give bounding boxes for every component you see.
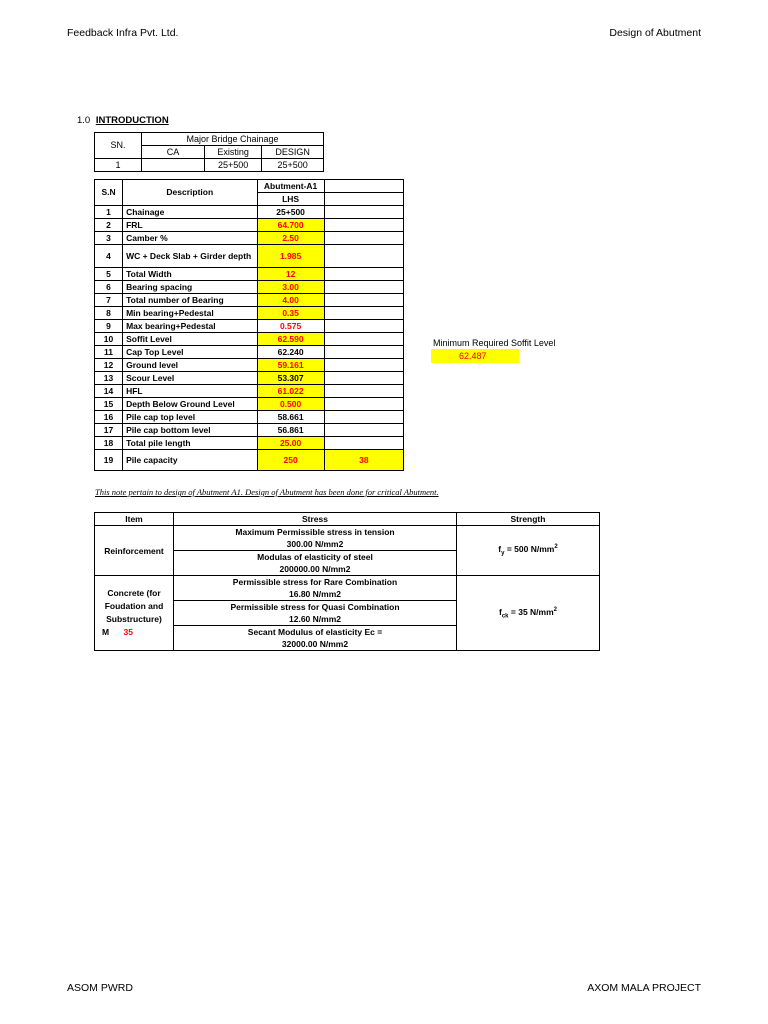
params-row <box>95 359 404 372</box>
params-abutment-header: Abutment-A1 <box>257 180 324 193</box>
params-desc: Pile cap bottom level <box>123 424 257 437</box>
min-soffit-value: 62.487 <box>431 349 519 363</box>
fy-symbol: f <box>498 544 502 555</box>
params-row <box>95 437 404 450</box>
document-title: Design of Abutment <box>609 27 701 39</box>
params-value: 12 <box>257 268 324 281</box>
params-row <box>95 307 404 320</box>
concrete-line-1: Permissible stress for Rare Combination <box>232 577 398 587</box>
fy-superscript: 2 <box>554 544 558 551</box>
params-value: 1.985 <box>257 245 324 268</box>
col-ca: CA <box>142 146 205 159</box>
params-sn: 9 <box>95 320 123 333</box>
params-value: 4.00 <box>257 294 324 307</box>
col-design: DESIGN <box>262 146 324 159</box>
row-ca <box>142 159 205 172</box>
company-name: Feedback Infra Pvt. Ltd. <box>67 27 179 39</box>
params-value: 0.35 <box>257 307 324 320</box>
params-row <box>95 281 404 294</box>
params-extra <box>324 268 403 281</box>
row-existing: 25+500 <box>205 159 262 172</box>
concrete-item-line-2: Foudation and <box>104 601 164 611</box>
params-row <box>95 372 404 385</box>
params-desc: Scour Level <box>123 372 257 385</box>
row-sn: 1 <box>95 159 142 172</box>
strength-header: Strength <box>457 513 600 526</box>
concrete-item-line-1: Concrete (for <box>107 588 161 598</box>
chainage-table <box>94 132 324 172</box>
params-desc: Depth Below Ground Level <box>123 398 257 411</box>
params-extra <box>324 359 403 372</box>
params-extra <box>324 398 403 411</box>
fck-value: = 35 N/mm <box>508 606 554 617</box>
reinforcement-line-2: 300.00 N/mm2 <box>286 539 344 549</box>
min-soffit-label: Minimum Required Soffit Level <box>433 338 556 348</box>
params-desc: WC + Deck Slab + Girder depth <box>123 245 257 268</box>
fck-superscript: 2 <box>553 606 557 613</box>
params-value: 250 <box>257 450 324 471</box>
concrete-line-6: 32000.00 N/mm2 <box>281 639 349 649</box>
reinforcement-stress-2 <box>174 551 457 576</box>
params-desc: FRL <box>123 219 257 232</box>
params-desc-header: Description <box>123 180 257 206</box>
params-desc: Camber % <box>123 232 257 245</box>
params-extra <box>324 307 403 320</box>
params-value: 0.575 <box>257 320 324 333</box>
params-row <box>95 385 404 398</box>
params-sn: 6 <box>95 281 123 294</box>
params-blank-cell <box>324 193 403 206</box>
params-row <box>95 411 404 424</box>
params-sn-header: S.N <box>95 180 123 206</box>
chainage-group-header: Major Bridge Chainage <box>142 133 324 146</box>
params-desc: Total number of Bearing <box>123 294 257 307</box>
fy-subscript: y <box>501 550 505 557</box>
params-row <box>95 294 404 307</box>
params-extra <box>324 219 403 232</box>
params-sn: 1 <box>95 206 123 219</box>
params-extra <box>324 372 403 385</box>
params-extra <box>324 333 403 346</box>
params-desc: Soffit Level <box>123 333 257 346</box>
fck-subscript: ck <box>501 613 509 620</box>
params-side-header: LHS <box>257 193 324 206</box>
params-extra <box>324 385 403 398</box>
stress-item-header: Item <box>95 513 174 526</box>
footer-left: ASOM PWRD <box>67 982 133 994</box>
params-value: 53.307 <box>257 372 324 385</box>
params-sn: 8 <box>95 307 123 320</box>
params-sn: 16 <box>95 411 123 424</box>
params-row <box>95 333 404 346</box>
concrete-item <box>95 576 174 651</box>
params-sn: 7 <box>95 294 123 307</box>
params-extra <box>324 424 403 437</box>
reinforcement-strength <box>457 526 600 576</box>
params-value: 58.661 <box>257 411 324 424</box>
concrete-stress-1 <box>174 576 457 601</box>
params-sn: 10 <box>95 333 123 346</box>
params-desc: Cap Top Level <box>123 346 257 359</box>
params-row <box>95 245 404 268</box>
params-value: 62.240 <box>257 346 324 359</box>
col-existing: Existing <box>205 146 262 159</box>
concrete-grade <box>98 626 170 639</box>
params-body <box>95 206 404 471</box>
concrete-line-4: 12.60 N/mm2 <box>289 614 341 624</box>
params-row <box>95 346 404 359</box>
params-desc: HFL <box>123 385 257 398</box>
params-desc: Max bearing+Pedestal <box>123 320 257 333</box>
params-sn: 3 <box>95 232 123 245</box>
sn-header: SN. <box>95 133 142 159</box>
params-row <box>95 424 404 437</box>
concrete-line-3: Permissible stress for Quasi Combination <box>230 602 400 612</box>
params-value: 3.00 <box>257 281 324 294</box>
stress-header: Stress <box>174 513 457 526</box>
params-desc: Total pile length <box>123 437 257 450</box>
params-sn: 2 <box>95 219 123 232</box>
params-sn: 19 <box>95 450 123 471</box>
params-row <box>95 219 404 232</box>
params-sn: 18 <box>95 437 123 450</box>
concrete-item-line-3: Substructure) <box>106 614 162 624</box>
concrete-line-5: Secant Modulus of elasticity Ec = <box>247 627 383 637</box>
params-sn: 5 <box>95 268 123 281</box>
params-blank-header <box>324 180 403 193</box>
params-value: 61.022 <box>257 385 324 398</box>
fck-symbol: f <box>499 606 502 617</box>
params-value: 56.861 <box>257 424 324 437</box>
parameters-table <box>94 179 404 471</box>
params-desc: Pile capacity <box>123 450 257 471</box>
params-row <box>95 450 404 471</box>
reinforcement-stress-1 <box>174 526 457 551</box>
row-design: 25+500 <box>262 159 324 172</box>
concrete-stress-3 <box>174 626 457 651</box>
reinforcement-item: Reinforcement <box>95 526 174 576</box>
concrete-strength <box>457 576 600 651</box>
params-value: 0.500 <box>257 398 324 411</box>
params-value: 59.161 <box>257 359 324 372</box>
params-desc: Min bearing+Pedestal <box>123 307 257 320</box>
section-heading <box>77 115 169 126</box>
params-desc: Chainage <box>123 206 257 219</box>
params-desc: Total Width <box>123 268 257 281</box>
params-desc: Ground level <box>123 359 257 372</box>
params-sn: 13 <box>95 372 123 385</box>
params-value: 2.50 <box>257 232 324 245</box>
params-row <box>95 320 404 333</box>
params-extra: 38 <box>324 450 403 471</box>
params-extra <box>324 281 403 294</box>
footer-right: AXOM MALA PROJECT <box>587 982 701 994</box>
params-sn: 15 <box>95 398 123 411</box>
params-value: 62.590 <box>257 333 324 346</box>
grade-value: 35 <box>123 627 133 637</box>
params-sn: 12 <box>95 359 123 372</box>
reinforcement-line-3: Modulas of elasticity of steel <box>257 552 373 562</box>
params-extra <box>324 294 403 307</box>
params-extra <box>324 232 403 245</box>
section-title: INTRODUCTION <box>95 115 169 126</box>
params-extra <box>324 437 403 450</box>
params-row <box>95 232 404 245</box>
fy-value: = 500 N/mm <box>504 544 555 555</box>
params-value: 25+500 <box>257 206 324 219</box>
params-extra <box>324 245 403 268</box>
params-extra <box>324 320 403 333</box>
params-extra <box>324 346 403 359</box>
params-sn: 17 <box>95 424 123 437</box>
params-extra <box>324 206 403 219</box>
concrete-stress-2 <box>174 601 457 626</box>
params-value: 64.700 <box>257 219 324 232</box>
stress-table <box>94 512 600 651</box>
abutment-note: This note pertain to design of Abutment A1. Design of Abutment has been done for critical Abutment. <box>95 487 439 497</box>
params-sn: 14 <box>95 385 123 398</box>
reinforcement-line-1: Maximum Permissible stress in tension <box>235 527 395 537</box>
params-value: 25.00 <box>257 437 324 450</box>
params-desc: Bearing spacing <box>123 281 257 294</box>
params-row <box>95 206 404 219</box>
params-row <box>95 268 404 281</box>
section-number: 1.0 <box>77 115 91 126</box>
grade-label: M <box>102 627 110 637</box>
params-sn: 4 <box>95 245 123 268</box>
concrete-line-2: 16.80 N/mm2 <box>289 589 341 599</box>
params-sn: 11 <box>95 346 123 359</box>
reinforcement-line-4: 200000.00 N/mm2 <box>279 564 351 574</box>
params-desc: Pile cap top level <box>123 411 257 424</box>
params-row <box>95 398 404 411</box>
params-extra <box>324 411 403 424</box>
